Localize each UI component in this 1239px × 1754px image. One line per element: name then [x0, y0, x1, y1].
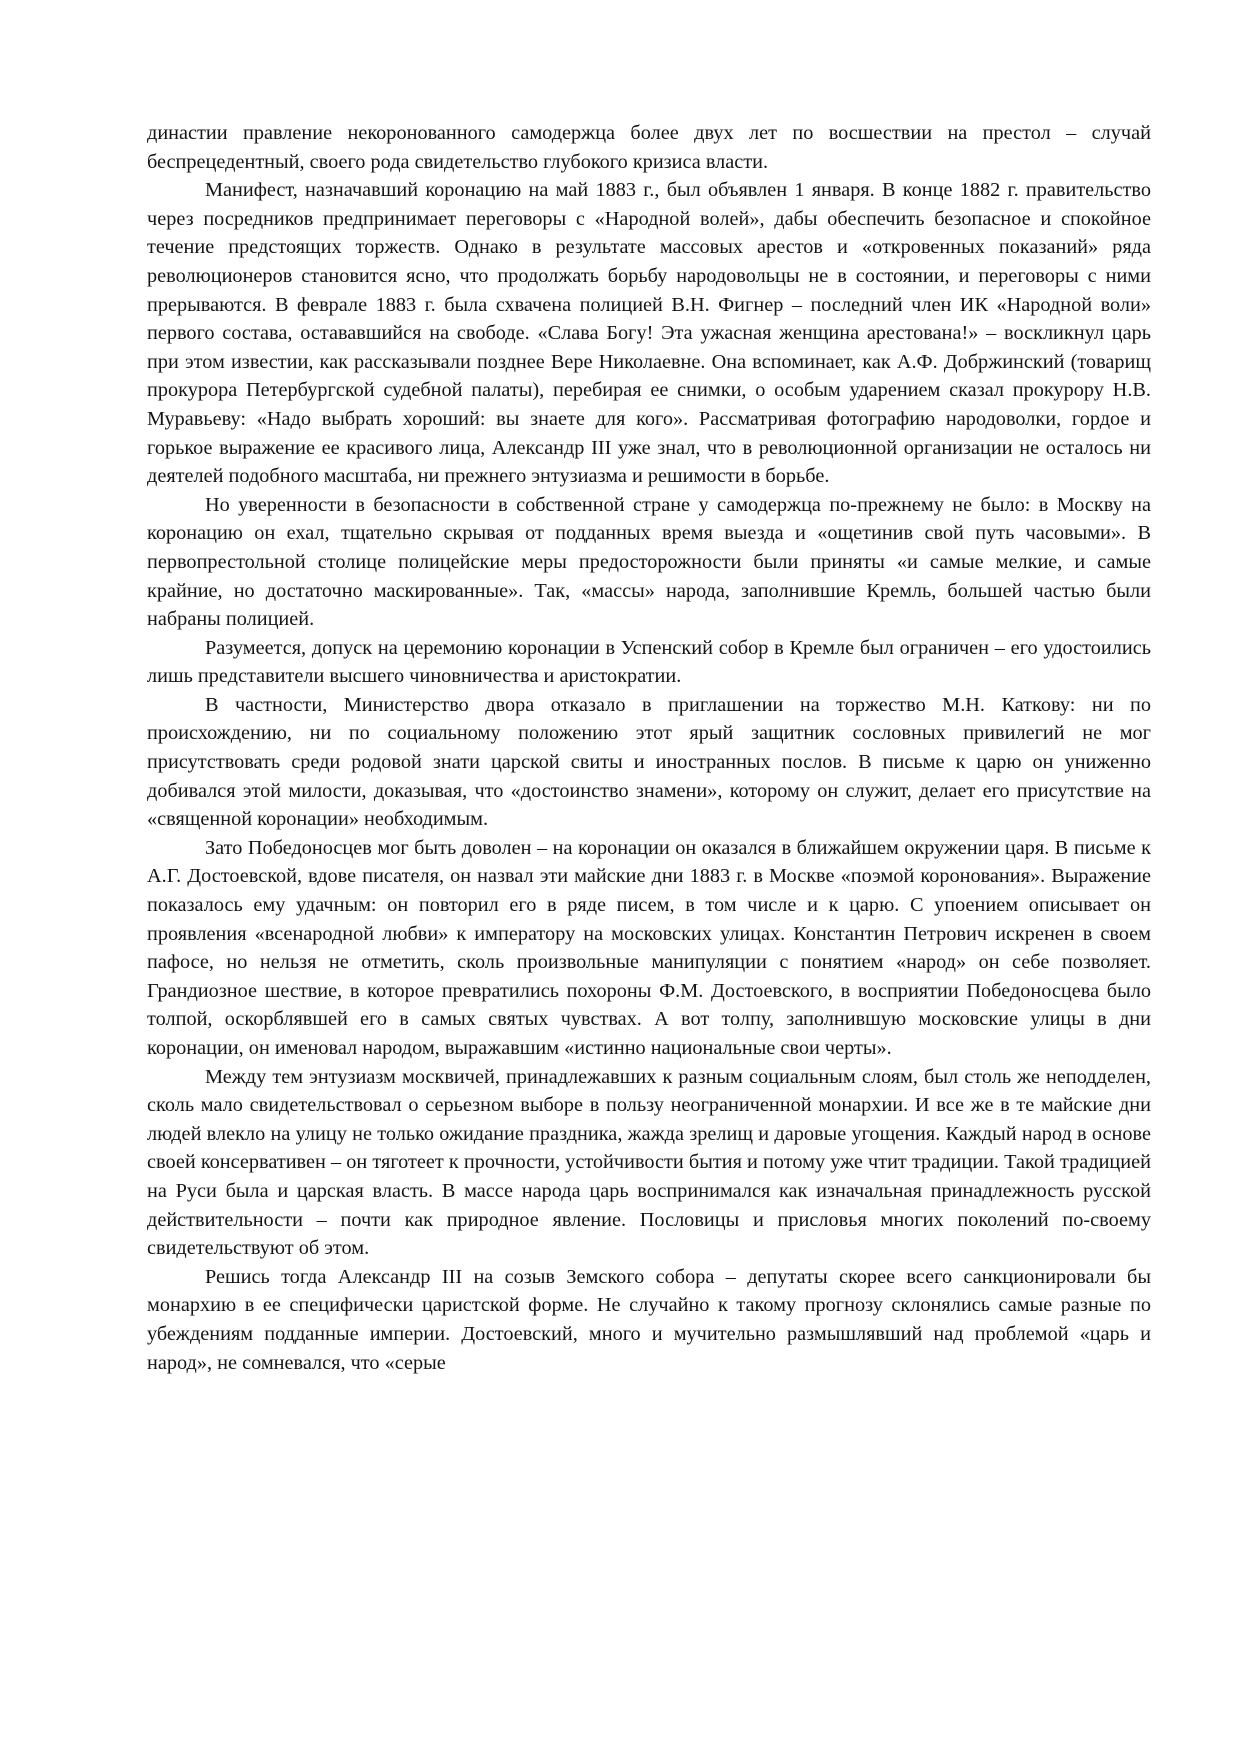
paragraph-1: династии правление некоронованного самодержца более двух лет по восшествии на престол – случай беспрецедентный, своего рода свидетельство глубокого кризиса власти. [147, 122, 1151, 173]
document-page [147, 119, 1151, 1377]
paragraph-2: Манифест, назначавший коронацию на май 1883 г., был объявлен 1 января. В конце 1882 г. правительство через посредников предпринимает переговоры с «Народной волей», дабы обеспечить безопасное и спокойное течение предстоящих торжеств. Однако в результате массовых арестов и «откровенных показаний» ряда революционеров становится ясно, что продолжать борьбу народовольцы не в состоянии, и переговоры с ними прерываются. В феврале 1883 г. была схвачена полицией В.Н. Фигнер – последний член ИК «Народной воли» первого состава, остававшийся на свободе. «Слава Богу! Эта ужасная женщина арестована!» – воскликнул царь при этом известии, как рассказывали позднее Вере Николаевне. Она вспоминает, как А.Ф. Добржинский (товарищ прокурора Петербургской судебной палаты), перебирая ее снимки, о особым ударением сказал прокурору Н.В. Муравьеву: «Надо выбрать хороший: вы знаете для кого». Рассматривая фотографию народоволки, гордое и горькое выражение ее красивого лица, Александр III уже знал, что в революционной организации не осталось ни деятелей подобного масштаба, ни прежнего энтузиазма и решимости в борьбе. [147, 179, 1151, 488]
paragraph-7: Между тем энтузиазм москвичей, принадлежавших к разным социальным слоям, был столь же неподделен, сколь мало свидетельствовал о серьезном выборе в пользу неограниченной монархии. И все же в те майские дни людей влекло на улицу не только ожидание праздника, жажда зрелищ и даровые угощения. Каждый народ в основе своей консервативен – он тяготеет к прочности, устойчивости бытия и потому уже чтит традиции. Такой традицией на Руси была и царская власть. В массе народа царь воспринимался как изначальная принадлежность русской действительности – почти как природное явление. Пословицы и присловья многих поколений по-своему свидетельствуют об этом. [147, 1065, 1151, 1260]
paragraph-3: Но уверенности в безопасности в собственной стране у самодержца по-прежнему не было: в Москву на коронацию он ехал, тщательно скрывая от подданных время выезда и «ощетинив свой путь часовыми». В первопрестольной столице полицейские меры предосторожности были приняты «и самые мелкие, и самые крайние, но достаточно маскированные». Так, «массы» народа, заполнившие Кремль, большей частью были набраны полицией. [147, 493, 1151, 631]
paragraph-5: В частности, Министерство двора отказало в приглашении на торжество М.Н. Каткову: ни по происхождению, ни по социальному положению этот ярый защитник сословных привилегий не мог присутствовать среди родовой знати царской свиты и иностранных послов. В письме к царю он униженно добивался этой милости, доказывая, что «достоинство знамени», которому он служит, делает его присутствие на «священной коронации» необходимым. [147, 693, 1151, 831]
paragraph-6: Зато Победоносцев мог быть доволен – на коронации он оказался в ближайшем окружении царя. В письме к А.Г. Достоевской, вдове писателя, он назвал эти майские дни 1883 г. в Москве «поэмой коронования». Выражение показалось ему удачным: он повторил его в ряде писем, в том числе и к царю. С упоением описывает он проявления «всенародной любви» к императору на московских улицах. Константин Петрович искренен в своем пафосе, но нельзя не отметить, сколь произвольные манипуляции с понятием «народ» он себе позволяет. Грандиозное шествие, в которое превратились похороны Ф.М. Достоевского, в восприятии Победоносцева было толпой, оскорблявшей его в самых святых чувствах. А вот толпу, заполнившую московские улицы в дни коронации, он именовал народом, выражавшим «истинно национальные свои черты». [147, 836, 1151, 1059]
paragraph-4: Разумеется, допуск на церемонию коронации в Успенский собор в Кремле был ограничен – его удостоились лишь представители высшего чиновничества и аристократии. [147, 636, 1151, 688]
paragraph-8: Решись тогда Александр III на созыв Земского собора – депутаты скорее всего санкционировали бы монархию в ее специфически царистской форме. Не случайно к такому прогнозу склонялись самые разные по убеждениям подданные империи. Достоевский, много и мучительно размышлявший над проблемой «царь и народ», не сомневался, что «серые [147, 1265, 1151, 1374]
